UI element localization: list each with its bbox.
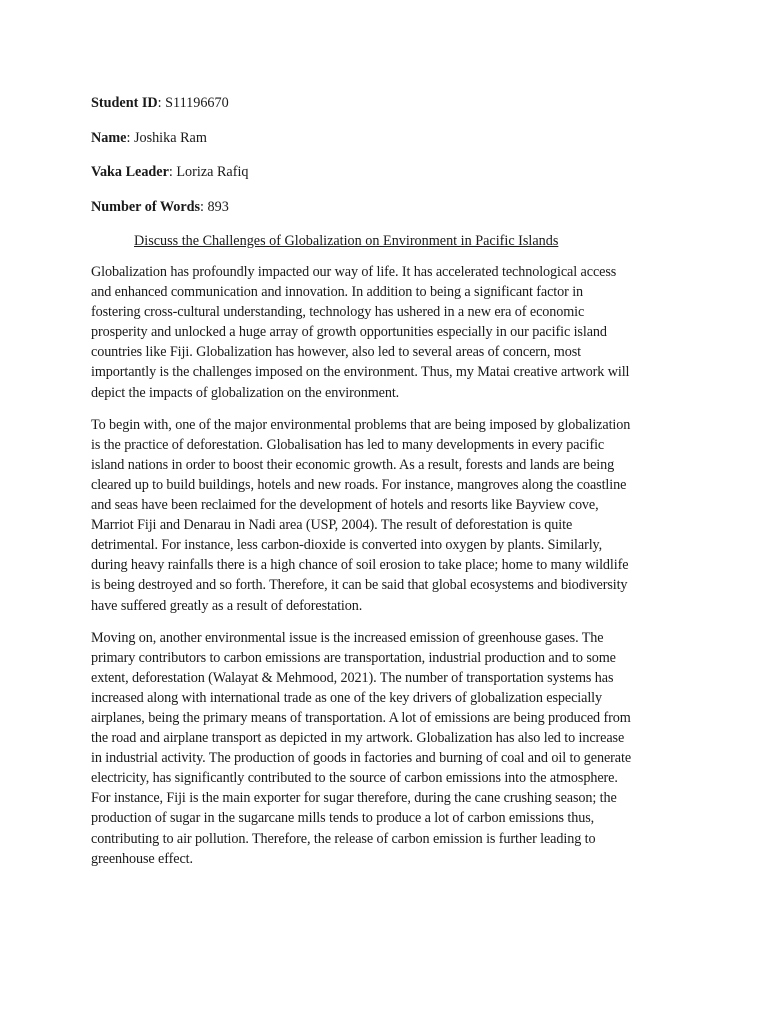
text-line: and enhanced communication and innovation. In addition to being a significant factor in [91,284,584,301]
name-line [91,128,681,148]
word-count-value: : 893 [200,198,229,215]
text-line: depict the impacts of globalization on the environment. [91,384,400,401]
text-line: detrimental. For instance, less carbon-dioxide is converted into oxygen by plants. Similarly, [91,537,603,554]
student-id-line [91,93,681,113]
text-line: extent, deforestation (Walayat & Mehmood, 2021). The number of transportation systems has [91,669,614,686]
paragraph-greenhouse-gases [91,628,681,869]
text-line: electricity, has significantly contributed to the source of carbon emissions into the atmosphere. [91,770,618,787]
text-line: during heavy rainfalls there is a high chance of soil erosion to take place; home to many wildlife [91,557,629,574]
text-line: airplanes, being the primary means of transportation. A lot of emissions are being produced from [91,709,631,726]
text-line: contributing to air pollution. Therefore, the release of carbon emission is further leading to [91,830,596,847]
text-line: For instance, Fiji is the main exporter for sugar therefore, during the cane crushing season; the [91,790,617,807]
text-line: Moving on, another environmental issue is the increased emission of greenhouse gases. The [91,629,604,646]
text-line: have suffered greatly as a result of deforestation. [91,597,363,614]
student-id-value: : S11196670 [157,95,229,111]
name-label: Name [91,129,127,146]
text-line: in industrial activity. The production of goods in factories and burning of coal and oil to generate [91,750,632,767]
text-line: greenhouse effect. [91,850,193,867]
document-page [91,93,681,881]
text-line: fostering cross-cultural understanding, technology has ushered in a new era of economic [91,304,585,321]
text-line: To begin with, one of the major environmental problems that are being imposed by globalization [91,416,631,433]
name-value: : Joshika Ram [126,129,207,146]
vaka-leader-line [91,162,681,182]
text-line: is being destroyed and so forth. Therefore, it can be said that global ecosystems and biodiversity [91,577,628,594]
text-line: cleared up to build buildings, hotels and new roads. For instance, mangroves along the coastline [91,476,627,493]
text-line: primary contributors to carbon emissions are transportation, industrial production and to some [91,649,616,666]
text-line: importantly is the challenges imposed on the environment. Thus, my Matai creative artwork will [91,364,630,381]
text-line: and seas have been reclaimed for the development of hotels and resorts like Bayview cove, [91,497,599,514]
vaka-leader-label: Vaka Leader [91,164,169,180]
word-count-label: Number of Words [91,198,201,215]
text-line: Globalization has profoundly impacted our way of life. It has accelerated technological access [91,264,617,280]
text-line: Marriot Fiji and Denarau in Nadi area (USP, 2004). The result of deforestation is quite [91,517,573,534]
text-line: is the practice of deforestation. Globalisation has led to many developments in every pacific [91,436,605,453]
word-count-line [91,197,681,217]
essay-title: Discuss the Challenges of Globalization on Environment in Pacific Islands [134,233,559,249]
text-line: countries like Fiji. Globalization has however, also led to several areas of concern, most [91,344,581,361]
paragraph-intro [91,262,681,403]
paragraph-deforestation [91,415,681,616]
vaka-leader-value: : Loriza Rafiq [168,164,249,180]
text-line: prosperity and unlocked a huge array of growth opportunities especially in our pacific island [91,324,607,341]
text-line: the road and airplane transport as depicted in my artwork. Globalization has also led to increase [91,730,625,747]
student-id-label: Student ID [91,95,158,111]
text-line: island nations in order to boost their economic growth. As a result, forests and lands are being [91,456,615,473]
text-line: production of sugar in the sugarcane mills tends to produce a lot of carbon emissions thus, [91,810,595,827]
text-line: increased along with international trade as one of the key drivers of globalization especially [91,689,603,706]
